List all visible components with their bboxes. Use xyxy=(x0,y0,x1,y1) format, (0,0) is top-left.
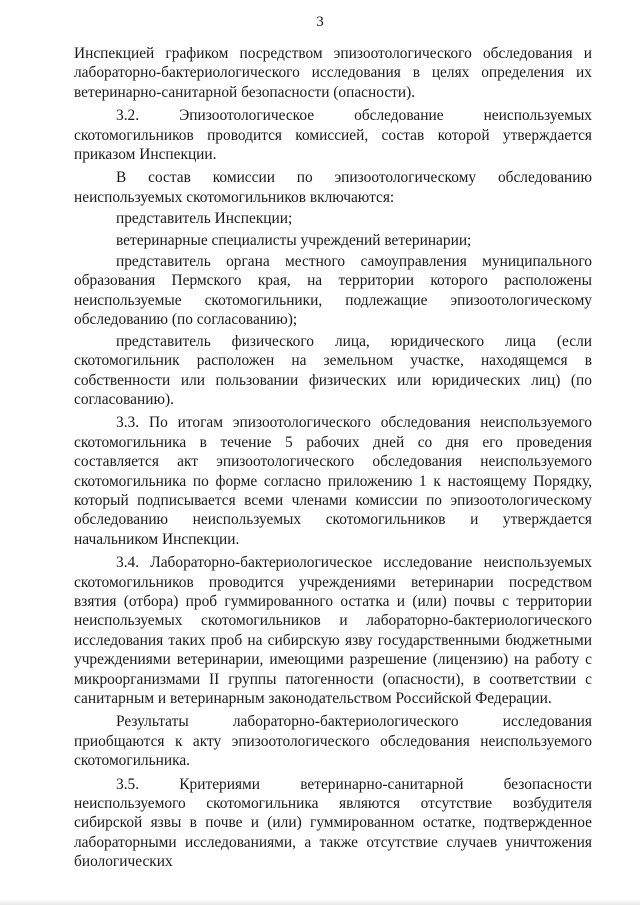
paragraph-3-4: 3.4. Лабораторно-бактериологическое исследование неиспользуемых скотомогильников проводится учреждениями ветеринарии посредством взятия (отбора) проб гуммированного остатка и (или) почвы с территории неиспользуемых скотомогильников и лабораторно-бактериологического исследования таких проб на сибирскую язву государственными бюджетными учреждениями ветеринарии, имеющими разрешение (лицензию) на работу с микроорганизмами II группы патогенности (опасности), в соответствии с санитарным и ветеринарным законодательством Российской Федерации. xyxy=(74,554,592,707)
list-item-local-government-representative: представитель органа местного самоуправления муниципального образования Пермского края, на территории которого расположены неиспользуемые скотомогильники, подлежащие эпизоотологическому обследованию (по согласованию); xyxy=(74,253,592,329)
paragraph-continuation: Инспекцией графиком посредством эпизоотологического обследования и лабораторно-бактериологического исследования в целях определения их ветеринарно-санитарной безопасности (опасности). xyxy=(74,45,592,101)
paragraph-3-2: 3.2. Эпизоотологическое обследование неиспользуемых скотомогильников проводится комиссией, состав которой утверждается приказом Инспекции. xyxy=(74,107,592,164)
paragraph-3-3: 3.3. По итогам эпизоотологического обследования неиспользуемого скотомогильника в течение 5 рабочих дней со дня его проведения составляется акт эпизоотологического обследования неиспользуемого скотомогильника по форме согласно приложению 1 к настоящему Порядку, который подписывается всеми членами комиссии по эпизоотологическому обследованию неиспользуемых скотомогильников и утверждается начальником Инспекции. xyxy=(74,414,592,548)
list-item-person-representative: представитель физического лица, юридического лица (если скотомогильник расположен на земельном участке, находящемся в собственности или пользовании физических или юридических лиц) (по согласованию). xyxy=(74,332,592,408)
document-body xyxy=(74,44,592,876)
paragraph-commission-composition: В состав комиссии по эпизоотологическому обследованию неиспользуемых скотомогильников включаются: xyxy=(74,169,592,206)
scan-bottom-edge xyxy=(0,899,640,905)
paragraph-3-5: 3.5. Критериями ветеринарно-санитарной безопасности неиспользуемого скотомогильника являются отсутствие возбудителя сибирской язвы в почве и (или) гуммированном остатке, подтвержденное лабораторными исследованиями, а также отсутствие случаев уничтожения биологических xyxy=(74,775,592,871)
list-item-inspection-representative: представитель Инспекции; xyxy=(116,210,293,228)
page-number: 3 xyxy=(316,14,324,30)
paragraph-results: Результаты лабораторно-бактериологического исследования приобщаются к акту эпизоотологического обследования неиспользуемого скотомогильника. xyxy=(74,713,592,770)
list-item-veterinary-specialists: ветеринарные специалисты учреждений ветеринарии; xyxy=(116,231,472,249)
